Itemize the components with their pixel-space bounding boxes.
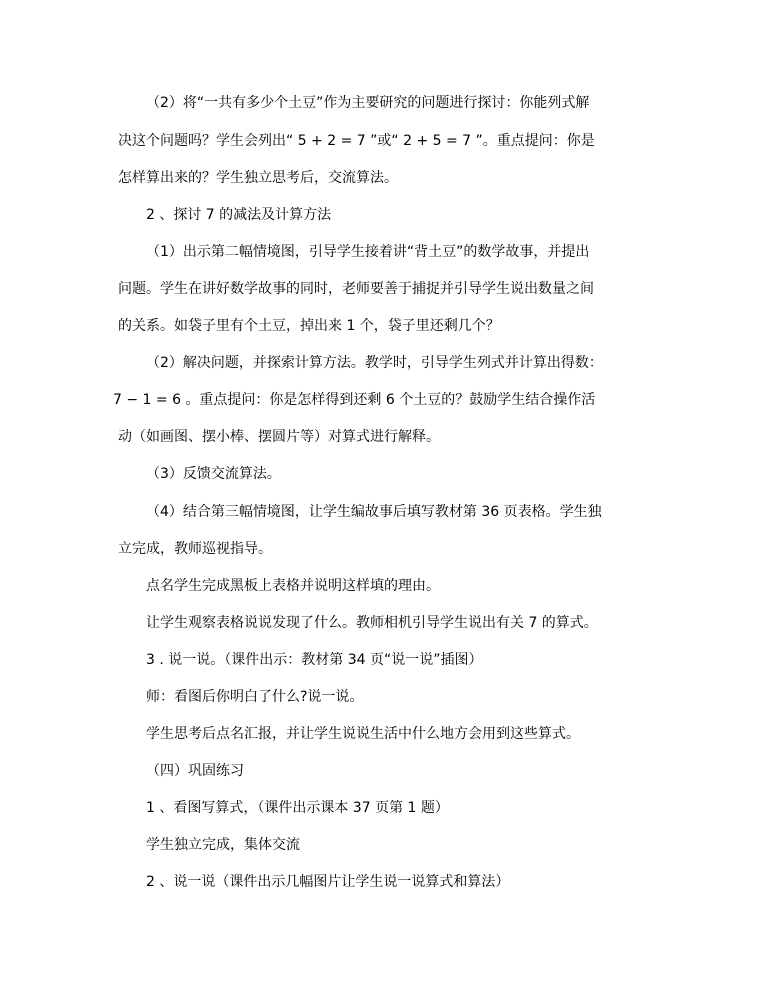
text-line: 点名学生完成黑板上表格并说明这样填的理由。 — [146, 578, 440, 594]
section-heading: （四）巩固练习 — [146, 763, 244, 779]
text-line: 3 . 说一说。（课件出示：教材第 34 页“说一说”插图） — [146, 652, 483, 668]
text-line: （1）出示第二幅情境图，引导学生接着讲“背土豆”的数学故事，并提出 — [146, 244, 590, 260]
text-line: （2）将“一共有多少个土豆”作为主要研究的问题进行探讨：你能列式解 — [146, 95, 590, 111]
text-line: 学生思考后点名汇报，并让学生说说生活中什么地方会用到这些算式。 — [146, 726, 580, 742]
section-heading: 2 、探讨 7 的减法及计算方法 — [146, 207, 332, 223]
text-line: 立完成，教师巡视指导。 — [118, 541, 272, 557]
text-line: 学生独立完成，集体交流 — [146, 837, 300, 853]
text-line: 的关系。如袋子里有个土豆，掉出来 1 个，袋子里还剩几个？ — [118, 318, 500, 334]
text-line: 2 、说一说（课件出示几幅图片让学生说一说算式和算法） — [146, 874, 510, 890]
text-line: 决这个问题吗？学生会列出“ 5 + 2 = 7 ”或“ 2 + 5 = 7 ”。重点提问：你是 — [118, 133, 595, 149]
text-line: 怎样算出来的？学生独立思考后，交流算法。 — [118, 170, 398, 186]
text-line: 让学生观察表格说说发现了什么。教师相机引导学生说出有关 7 的算式。 — [146, 615, 598, 631]
text-line: （2）解决问题，并探索计算方法。教学时，引导学生列式并计算出得数： — [146, 355, 603, 371]
text-line: （3）反馈交流算法。 — [146, 466, 281, 482]
text-line: 动（如画图、摆小棒、摆圆片等）对算式进行解释。 — [118, 429, 440, 445]
text-line: 7 − 1 = 6 。重点提问：你是怎样得到还剩 6 个土豆的？鼓励学生结合操作活 — [113, 392, 596, 408]
text-line: 问题。学生在讲好数学故事的同时，老师要善于捕捉并引导学生说出数量之间 — [118, 281, 594, 297]
text-line: 师：看图后你明白了什么?说一说。 — [146, 689, 364, 705]
text-line: （4）结合第三幅情境图，让学生编故事后填写教材第 36 页表格。学生独 — [146, 504, 602, 520]
text-line: 1 、看图写算式，（课件出示课本 37 页第 1 题） — [146, 800, 449, 816]
